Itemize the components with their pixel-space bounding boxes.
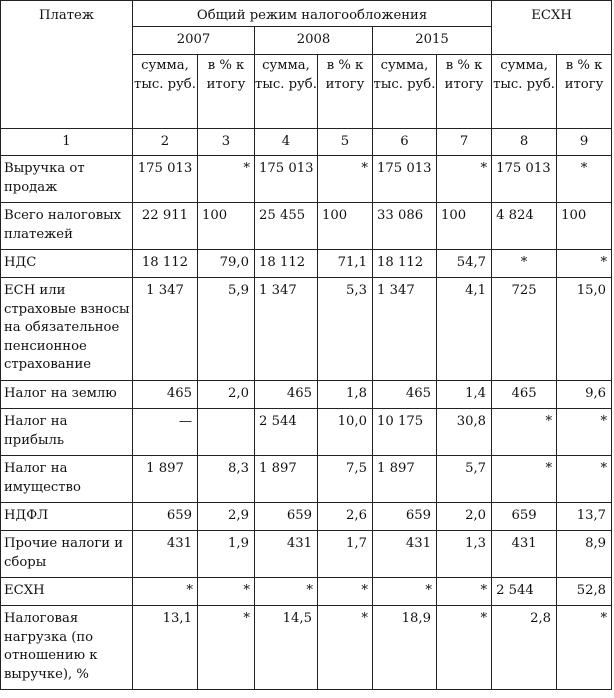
cell-2015-sum: 431 <box>373 531 437 578</box>
cell-2015-sum: 18 112 <box>373 250 437 278</box>
header-percent-2015: в % к итогу <box>437 55 492 129</box>
cell-2015-sum: * <box>373 578 437 606</box>
cell-2015-pct: 5,7 <box>437 456 492 503</box>
cell-2015-pct: * <box>437 156 492 203</box>
cell-2007-pct: * <box>198 578 255 606</box>
cell-eskhn-pct: * <box>557 456 612 503</box>
cell-2007-pct: 2,0 <box>198 381 255 409</box>
header-year-2007: 2007 <box>133 27 255 55</box>
row-label: Налог на имущество <box>1 456 133 503</box>
cell-eskhn-sum: * <box>492 409 557 456</box>
header-percent-2007: в % к итогу <box>198 55 255 129</box>
row-label: ЕСН или страховые взносы на обязательное пенсионное страхование <box>1 278 133 381</box>
cell-2007-sum: 431 <box>133 531 198 578</box>
cell-2008-pct: 2,6 <box>318 503 373 531</box>
cell-2008-sum: 25 455 <box>255 203 318 250</box>
cell-eskhn-sum: 2,8 <box>492 606 557 690</box>
column-number: 4 <box>255 129 318 156</box>
header-eskhn: ЕСХН <box>492 1 612 55</box>
cell-2007-sum: 18 112 <box>133 250 198 278</box>
cell-2007-sum: 13,1 <box>133 606 198 690</box>
table-row <box>1 456 612 503</box>
cell-2008-sum: 2 544 <box>255 409 318 456</box>
cell-eskhn-sum: 465 <box>492 381 557 409</box>
cell-2007-pct: 2,9 <box>198 503 255 531</box>
cell-2015-sum: 465 <box>373 381 437 409</box>
cell-eskhn-pct: * <box>557 606 612 690</box>
cell-2007-pct: * <box>198 606 255 690</box>
cell-2007-sum: 175 013 <box>133 156 198 203</box>
table-row <box>1 278 612 381</box>
cell-eskhn-sum: * <box>492 250 557 278</box>
cell-2007-sum: 659 <box>133 503 198 531</box>
cell-2008-pct: 7,5 <box>318 456 373 503</box>
row-label: Налоговая нагрузка (по отношению к выручке), % <box>1 606 133 690</box>
cell-eskhn-pct: 100 <box>557 203 612 250</box>
row-label: Прочие налоги и сборы <box>1 531 133 578</box>
row-label: Налог на прибыль <box>1 409 133 456</box>
cell-2008-pct: * <box>318 156 373 203</box>
cell-2008-sum: 14,5 <box>255 606 318 690</box>
cell-2015-pct: 100 <box>437 203 492 250</box>
cell-2015-sum: 659 <box>373 503 437 531</box>
cell-2015-pct: 1,3 <box>437 531 492 578</box>
cell-eskhn-sum: 4 824 <box>492 203 557 250</box>
table-row <box>1 409 612 456</box>
cell-2007-pct: 79,0 <box>198 250 255 278</box>
column-number: 1 <box>1 129 133 156</box>
column-number: 6 <box>373 129 437 156</box>
cell-2008-pct: 5,3 <box>318 278 373 381</box>
cell-2008-sum: * <box>255 578 318 606</box>
cell-2008-pct: 1,7 <box>318 531 373 578</box>
cell-eskhn-pct: * <box>557 409 612 456</box>
cell-2015-sum: 33 086 <box>373 203 437 250</box>
cell-2008-sum: 1 897 <box>255 456 318 503</box>
cell-2008-pct: 1,8 <box>318 381 373 409</box>
column-number: 2 <box>133 129 198 156</box>
table-row <box>1 381 612 409</box>
cell-2008-sum: 18 112 <box>255 250 318 278</box>
column-number: 3 <box>198 129 255 156</box>
cell-eskhn-sum: * <box>492 456 557 503</box>
table-row <box>1 503 612 531</box>
cell-2007-sum: 465 <box>133 381 198 409</box>
cell-2007-sum: 1 897 <box>133 456 198 503</box>
cell-2008-pct: 100 <box>318 203 373 250</box>
cell-2015-pct: * <box>437 606 492 690</box>
table-row <box>1 250 612 278</box>
header-percent-2008: в % к итогу <box>318 55 373 129</box>
cell-2015-pct: 54,7 <box>437 250 492 278</box>
column-number-row <box>1 129 612 156</box>
header-amount-2015: сумма, тыс. руб. <box>373 55 437 129</box>
cell-2008-sum: 431 <box>255 531 318 578</box>
cell-2015-sum: 10 175 <box>373 409 437 456</box>
cell-2007-pct: 1,9 <box>198 531 255 578</box>
cell-2015-pct: * <box>437 578 492 606</box>
cell-2015-sum: 1 347 <box>373 278 437 381</box>
row-label: ЕСХН <box>1 578 133 606</box>
row-label: Выручка от продаж <box>1 156 133 203</box>
cell-2015-pct: 30,8 <box>437 409 492 456</box>
table-row <box>1 203 612 250</box>
cell-eskhn-pct: 9,6 <box>557 381 612 409</box>
header-year-2008: 2008 <box>255 27 373 55</box>
cell-eskhn-pct: * <box>557 156 612 203</box>
row-label: Всего налоговых платежей <box>1 203 133 250</box>
cell-2008-sum: 1 347 <box>255 278 318 381</box>
cell-2008-pct: * <box>318 578 373 606</box>
row-label: НДФЛ <box>1 503 133 531</box>
header-amount-2007: сумма, тыс. руб. <box>133 55 198 129</box>
table-row <box>1 606 612 690</box>
header-amount-eskhn: сумма, тыс. руб. <box>492 55 557 129</box>
table-row <box>1 531 612 578</box>
column-number: 7 <box>437 129 492 156</box>
header-percent-eskhn: в % к итогу <box>557 55 612 129</box>
cell-2007-pct: 5,9 <box>198 278 255 381</box>
cell-2015-sum: 1 897 <box>373 456 437 503</box>
cell-2007-pct: 8,3 <box>198 456 255 503</box>
cell-2008-pct: 71,1 <box>318 250 373 278</box>
header-amount-2008: сумма, тыс. руб. <box>255 55 318 129</box>
cell-2015-pct: 4,1 <box>437 278 492 381</box>
cell-2007-pct <box>198 409 255 456</box>
column-number: 5 <box>318 129 373 156</box>
cell-2007-pct: 100 <box>198 203 255 250</box>
cell-2007-sum: * <box>133 578 198 606</box>
cell-2015-pct: 1,4 <box>437 381 492 409</box>
column-number: 8 <box>492 129 557 156</box>
table-row <box>1 578 612 606</box>
cell-eskhn-pct: 15,0 <box>557 278 612 381</box>
cell-2008-sum: 659 <box>255 503 318 531</box>
cell-2008-pct: 10,0 <box>318 409 373 456</box>
cell-eskhn-sum: 2 544 <box>492 578 557 606</box>
cell-eskhn-sum: 431 <box>492 531 557 578</box>
header-payment: Платеж <box>1 1 133 129</box>
header-general-regime: Общий режим налогообложения <box>133 1 492 27</box>
cell-2015-sum: 18,9 <box>373 606 437 690</box>
cell-2008-pct: * <box>318 606 373 690</box>
cell-eskhn-sum: 659 <box>492 503 557 531</box>
cell-eskhn-pct: 8,9 <box>557 531 612 578</box>
table-row <box>1 156 612 203</box>
header-year-2015: 2015 <box>373 27 492 55</box>
cell-2007-sum: 22 911 <box>133 203 198 250</box>
row-label: Налог на землю <box>1 381 133 409</box>
row-label: НДС <box>1 250 133 278</box>
cell-eskhn-pct: 52,8 <box>557 578 612 606</box>
cell-eskhn-sum: 725 <box>492 278 557 381</box>
cell-eskhn-pct: 13,7 <box>557 503 612 531</box>
column-number: 9 <box>557 129 612 156</box>
cell-2007-sum: — <box>133 409 198 456</box>
cell-2015-pct: 2,0 <box>437 503 492 531</box>
cell-2008-sum: 175 013 <box>255 156 318 203</box>
cell-eskhn-sum: 175 013 <box>492 156 557 203</box>
cell-2015-sum: 175 013 <box>373 156 437 203</box>
cell-2007-pct: * <box>198 156 255 203</box>
cell-eskhn-pct: * <box>557 250 612 278</box>
cell-2007-sum: 1 347 <box>133 278 198 381</box>
cell-2008-sum: 465 <box>255 381 318 409</box>
